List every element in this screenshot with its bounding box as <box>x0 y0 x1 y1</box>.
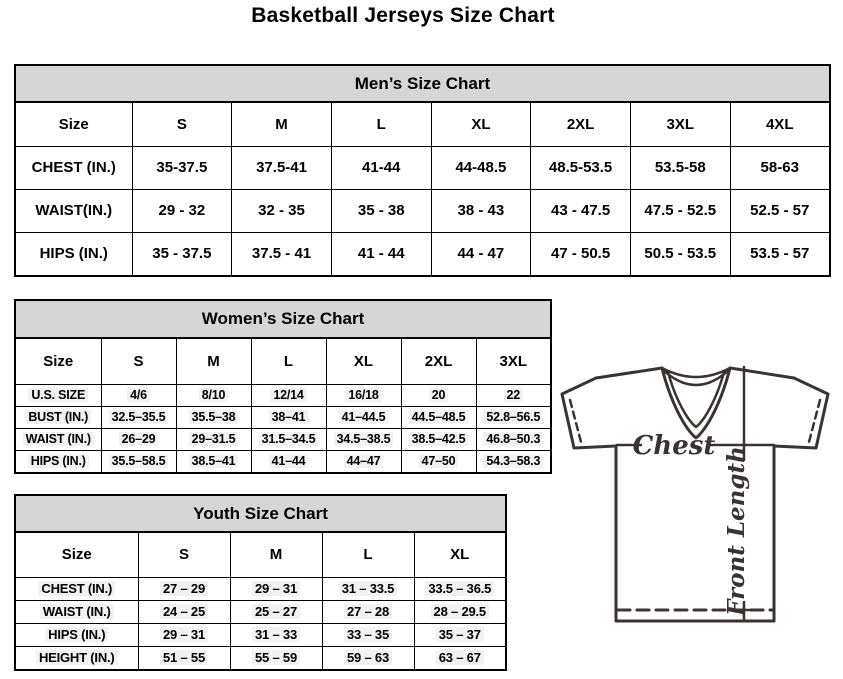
cell-text: 8/10 <box>199 388 229 402</box>
youth-cell <box>230 623 322 646</box>
womens-cell <box>101 428 176 450</box>
womens-col-header: S <box>101 338 176 384</box>
cell-text: 22 <box>504 388 524 402</box>
cell-text: 31 – 33.5 <box>339 581 397 596</box>
womens-cell <box>251 406 326 428</box>
womens-cell <box>326 428 401 450</box>
mens-cell: 58-63 <box>730 146 830 189</box>
row-label-text: U.S. SIZE <box>28 388 88 402</box>
youth-waist-row <box>15 600 506 623</box>
youth-hips-row <box>15 623 506 646</box>
youth-row-label <box>15 577 138 600</box>
cell-text: 27 – 28 <box>344 604 392 619</box>
womens-hips-row <box>15 450 551 473</box>
womens-chart-title: Women’s Size Chart <box>15 300 551 338</box>
womens-cell <box>401 406 476 428</box>
womens-row-label <box>15 384 101 406</box>
mens-col-header: 2XL <box>531 102 631 146</box>
mens-col-header: L <box>331 102 431 146</box>
collar-back-arc <box>662 368 730 377</box>
womens-cell <box>326 406 401 428</box>
mens-col-header: XL <box>431 102 531 146</box>
jersey-diagram <box>558 364 842 626</box>
womens-cell <box>101 384 176 406</box>
youth-size-header: Size <box>15 532 138 577</box>
womens-cell <box>101 450 176 473</box>
cell-text: 44.5–48.5 <box>409 410 469 424</box>
cell-text: 54.3–58.3 <box>483 454 543 468</box>
womens-size-header: Size <box>15 338 101 384</box>
womens-cell <box>251 450 326 473</box>
womens-cell <box>251 384 326 406</box>
youth-chart-title: Youth Size Chart <box>15 495 506 532</box>
cell-text: 29 – 31 <box>252 581 300 596</box>
womens-cell <box>101 406 176 428</box>
mens-cell: 44-48.5 <box>431 146 531 189</box>
cell-text: 41–44 <box>269 454 309 468</box>
womens-cell <box>476 384 551 406</box>
cell-text: 32.5–35.5 <box>109 410 169 424</box>
womens-col-header: L <box>251 338 326 384</box>
youth-row-label <box>15 646 138 670</box>
mens-cell: 35-37.5 <box>132 146 232 189</box>
womens-waist-row <box>15 428 551 450</box>
youth-col-header: M <box>230 532 322 577</box>
mens-chest-row <box>15 146 830 189</box>
youth-cell <box>138 646 230 670</box>
youth-row-label <box>15 600 138 623</box>
mens-row-label: HIPS (IN.) <box>15 232 132 276</box>
jersey-outline <box>562 368 828 621</box>
youth-col-header: XL <box>414 532 506 577</box>
womens-size-table <box>14 299 552 474</box>
youth-cell <box>414 577 506 600</box>
youth-cell <box>322 577 414 600</box>
youth-cell <box>230 600 322 623</box>
cell-text: 20 <box>429 388 449 402</box>
mens-cell: 44 - 47 <box>431 232 531 276</box>
row-label-text: BUST (IN.) <box>25 410 91 424</box>
row-label-text: HIPS (IN.) <box>28 454 89 468</box>
mens-cell: 50.5 - 53.5 <box>630 232 730 276</box>
womens-cell <box>251 428 326 450</box>
mens-col-header: 3XL <box>630 102 730 146</box>
row-label-text: HIPS (IN.) <box>45 627 108 642</box>
womens-ussize-row <box>15 384 551 406</box>
mens-cell: 41 - 44 <box>331 232 431 276</box>
mens-cell: 52.5 - 57 <box>730 189 830 232</box>
womens-col-header: 2XL <box>401 338 476 384</box>
mens-cell: 32 - 35 <box>232 189 332 232</box>
mens-cell: 37.5-41 <box>232 146 332 189</box>
cell-text: 35.5–38 <box>189 410 239 424</box>
youth-chest-row <box>15 577 506 600</box>
cell-text: 35 – 37 <box>436 627 484 642</box>
cell-text: 46.8–50.3 <box>483 432 543 446</box>
womens-cell <box>401 384 476 406</box>
cell-text: 41–44.5 <box>339 410 389 424</box>
row-label-text: WAIST (IN.) <box>23 432 94 446</box>
youth-cell <box>138 577 230 600</box>
row-label-text: WAIST (IN.) <box>40 604 114 619</box>
womens-cell <box>476 450 551 473</box>
womens-cell <box>176 428 251 450</box>
row-label-text: HEIGHT (IN.) <box>36 650 118 665</box>
womens-row-label <box>15 406 101 428</box>
mens-cell: 53.5-58 <box>630 146 730 189</box>
cell-text: 33 – 35 <box>344 627 392 642</box>
mens-cell: 37.5 - 41 <box>232 232 332 276</box>
mens-cell: 38 - 43 <box>431 189 531 232</box>
mens-cell: 35 - 37.5 <box>132 232 232 276</box>
cell-text: 59 – 63 <box>344 650 392 665</box>
womens-cell <box>176 384 251 406</box>
mens-chart-title: Men’s Size Chart <box>15 65 830 102</box>
cell-text: 31.5–34.5 <box>259 432 319 446</box>
mens-col-header: 4XL <box>730 102 830 146</box>
mens-col-header: M <box>232 102 332 146</box>
womens-cell <box>176 450 251 473</box>
mens-cell: 43 - 47.5 <box>531 189 631 232</box>
front-length-label: Front Length <box>723 446 750 616</box>
womens-col-header: M <box>176 338 251 384</box>
youth-cell <box>138 600 230 623</box>
cell-text: 44–47 <box>344 454 384 468</box>
cell-text: 38–41 <box>269 410 309 424</box>
womens-cell <box>401 428 476 450</box>
mens-cell: 41-44 <box>331 146 431 189</box>
youth-cell <box>230 577 322 600</box>
womens-cell <box>176 406 251 428</box>
youth-cell <box>138 623 230 646</box>
womens-cell <box>476 406 551 428</box>
youth-cell <box>414 623 506 646</box>
cell-text: 52.8–56.5 <box>483 410 543 424</box>
mens-cell: 48.5-53.5 <box>531 146 631 189</box>
cell-text: 63 – 67 <box>436 650 484 665</box>
womens-cell <box>401 450 476 473</box>
cell-text: 38.5–42.5 <box>409 432 469 446</box>
mens-cell: 29 - 32 <box>132 189 232 232</box>
mens-size-header: Size <box>15 102 132 146</box>
mens-row-label: WAIST(IN.) <box>15 189 132 232</box>
youth-cell <box>322 600 414 623</box>
youth-size-table <box>14 494 507 671</box>
womens-cell <box>476 428 551 450</box>
mens-hips-row <box>15 232 830 276</box>
cell-text: 4/6 <box>127 388 150 402</box>
cell-text: 38.5–41 <box>189 454 239 468</box>
cell-text: 47–50 <box>419 454 459 468</box>
cell-text: 16/18 <box>345 388 381 402</box>
youth-col-header: L <box>322 532 414 577</box>
womens-cell <box>326 450 401 473</box>
womens-bust-row <box>15 406 551 428</box>
mens-waist-row <box>15 189 830 232</box>
womens-row-label <box>15 428 101 450</box>
mens-cell: 47 - 50.5 <box>531 232 631 276</box>
youth-cell <box>414 646 506 670</box>
mens-cell: 35 - 38 <box>331 189 431 232</box>
cell-text: 33.5 – 36.5 <box>425 581 494 596</box>
cell-text: 12/14 <box>270 388 306 402</box>
cell-text: 31 – 33 <box>252 627 300 642</box>
cell-text: 24 – 25 <box>160 604 208 619</box>
womens-row-label <box>15 450 101 473</box>
womens-col-header: XL <box>326 338 401 384</box>
mens-size-table <box>14 64 831 277</box>
cell-text: 25 – 27 <box>252 604 300 619</box>
womens-cell <box>326 384 401 406</box>
mens-col-header: S <box>132 102 232 146</box>
youth-height-row <box>15 646 506 670</box>
cell-text: 35.5–58.5 <box>109 454 169 468</box>
cell-text: 29–31.5 <box>189 432 239 446</box>
mens-cell: 53.5 - 57 <box>730 232 830 276</box>
page-title: Basketball Jerseys Size Chart <box>251 4 555 27</box>
cell-text: 55 – 59 <box>252 650 300 665</box>
row-label-text: CHEST (IN.) <box>38 581 115 596</box>
youth-cell <box>322 623 414 646</box>
cell-text: 27 – 29 <box>160 581 208 596</box>
mens-cell: 47.5 - 52.5 <box>630 189 730 232</box>
womens-col-header: 3XL <box>476 338 551 384</box>
youth-col-header: S <box>138 532 230 577</box>
youth-row-label <box>15 623 138 646</box>
chest-measure-label: Chest <box>632 431 716 461</box>
cell-text: 34.5–38.5 <box>334 432 394 446</box>
youth-cell <box>414 600 506 623</box>
cell-text: 26–29 <box>119 432 159 446</box>
cell-text: 28 – 29.5 <box>431 604 489 619</box>
cell-text: 51 – 55 <box>160 650 208 665</box>
cell-text: 29 – 31 <box>160 627 208 642</box>
youth-cell <box>322 646 414 670</box>
youth-cell <box>230 646 322 670</box>
mens-row-label: CHEST (IN.) <box>15 146 132 189</box>
